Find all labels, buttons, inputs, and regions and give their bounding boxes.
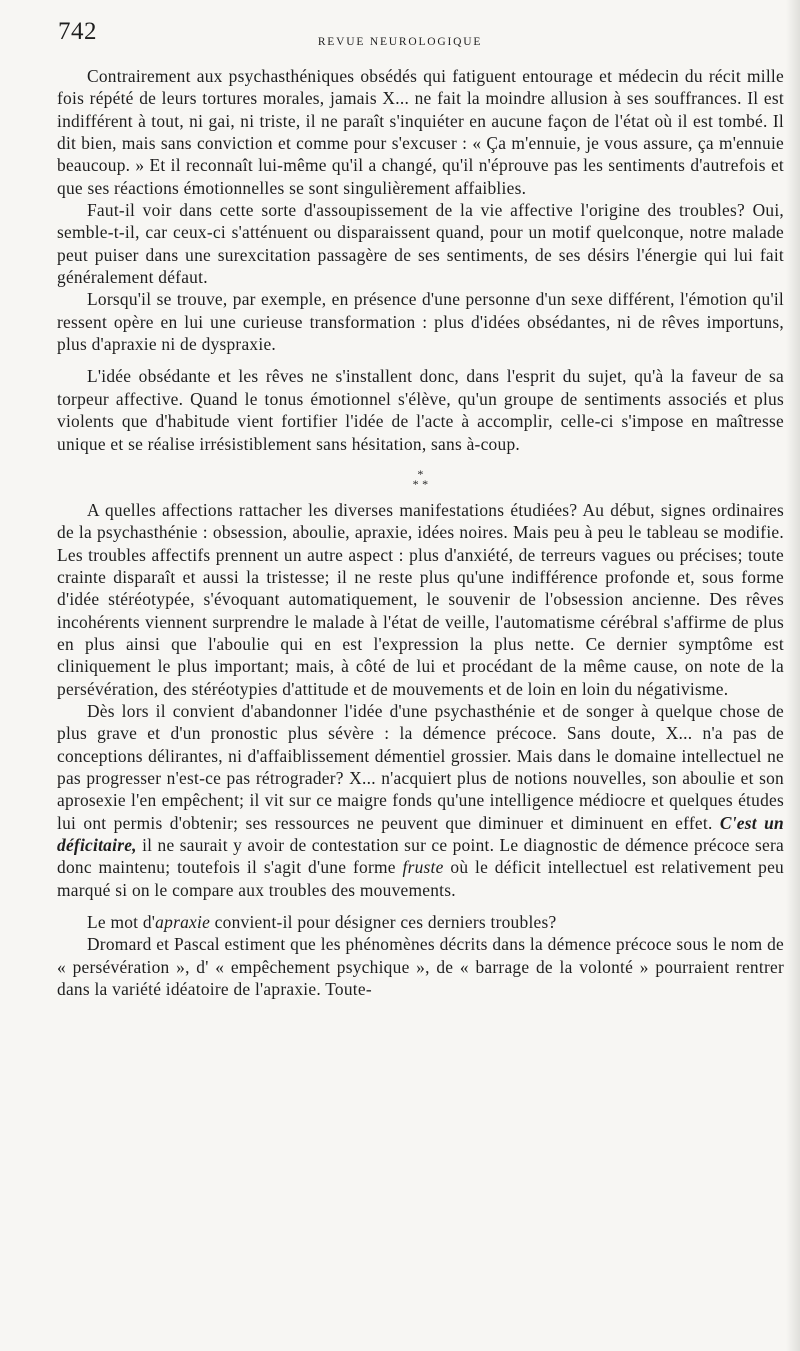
paragraph-text: où le déficit intellectuel est relativement peu marqué si on le compare aux troubles des mouvements. [57,857,785,900]
body-text [57,65,784,1000]
section-asterism [57,466,784,491]
paragraph-text: Dès lors il convient d'abandonner l'idée d'une psychasthénie et de songer à quelque chose de plus grave et d'un pronostic plus sévère : la démence précoce. Sans doute, X... n'a pas de conceptions délirantes, ni d'affaiblissement démentiel grossier. Mais dans le domaine intellectuel ne pas progresser n'est-ce pas rétrograder? X... n'acquiert plus de notions nouvelles, son aboulie et son aprosexie l'en empêchent; il vit sur ce maigre fonds qu'une intelligence médiocre et quelques études lui ont permis d'obtenir; ses ressources ne peuvent que diminuer et diminuent en effet. [57,700,784,833]
emphasis-text: apraxie [155,912,211,933]
paragraph: Contrairement aux psychasthéniques obsédés qui fatiguent entourage et médecin du récit mille fois répété de leurs tortures morales, jamais X... ne fait la moindre allusion à ses souffrances. Il est indifférent à tout, ni gai, ni triste, il ne paraît s'inquiéter en aucune façon de l'état où il est tombé. Il dit bien, mais sans conviction et comme pour s'excuser : « Ça m'ennuie, je vous assure, ça m'ennuie beaucoup. » Et il reconnaît lui-même qu'il a changé, qu'il n'éprouve pas les sentiments d'autrefois et que ses réactions émotionnelles se sont singulièrement affaiblies. [57,66,784,198]
paragraph [57,911,784,933]
paragraph: L'idée obsédante et les rêves ne s'installent donc, dans l'esprit du sujet, qu'à la faveur de sa torpeur affective. Quand le tonus émotionnel s'élève, qu'un groupe de sentiments associés et plus violents que d'habitude vient fortifier l'idée de l'acte à accomplir, celle-ci s'impose en maîtresse unique et se réalise irrésistiblement sans hésitation, sans à-coup. [57,366,784,454]
emphasis-text: C'est un déficitaire, [57,812,784,855]
paragraph [57,700,784,901]
paragraph-text: convient-il pour désigner ces derniers troubles? [214,912,557,933]
paragraph-text: il ne saurait y avoir de contestation sur ce point. Le diagnostic de démence précoce sera donc maintenu; toutefois il s'agit d'une forme [57,835,784,878]
paragraph: Lorsqu'il se trouve, par exemple, en présence d'une personne d'un sexe différent, l'émotion qu'il ressent opère en lui une curieuse transformation : plus d'idées obsédantes, ni de rêves importuns, plus d'apraxie ni de dyspraxie. [57,289,784,355]
asterism-bottom: * * [412,476,429,491]
asterism-top: * [417,466,424,481]
page-number: 742 [58,18,97,45]
paragraph: Dromard et Pascal estiment que les phénomènes décrits dans la démence précoce sous le nom de « persévération », d' « empêchement psychique », de « barrage de la volonté » pourraient rentrer dans la variété idéatoire de l'apraxie. Toute- [57,934,784,1000]
paragraph: Faut-il voir dans cette sorte d'assoupissement de la vie affective l'origine des troubles? Oui, semble-t-il, car ceux-ci s'atténuent ou disparaissent quand, pour un motif quelconque, notre malade peut puiser dans une surexcitation passagère de ses sentiments, de ses désirs l'énergie qui lui fait généralement défaut. [57,200,784,288]
running-head: REVUE NEUROLOGIQUE [317,36,483,48]
scan-edge-shadow [786,0,800,1351]
emphasis-text: fruste [402,857,444,878]
paragraph: A quelles affections rattacher les diverses manifestations étudiées? Au début, signes ordinaires de la psychasthénie : obsession, aboulie, apraxie, idées noires. Mais peu à peu le tableau se modifie. Les troubles affectifs prennent un autre aspect : plus d'anxiété, de terreurs vagues ou précises; toute crainte disparaît et aussi la tristesse; il ne reste plus qu'une indifférence profonde et, sous forme d'idée stéréotypée, s'évoquant automatiquement, le souvenir de l'obsession ancienne. Des rêves incohérents viennent surprendre le malade à l'état de veille, l'automatisme cérébral s'affirme de plus en plus ainsi que l'aboulie qui en est l'expression la plus nette. Ce dernier symptôme est cliniquement le plus important; mais, à côté de lui et procédant de la même cause, on note de la persévération, des stéréotypies d'attitude et de mouvements et de loin en loin du négativisme. [57,499,784,699]
paragraph-text: Le mot d' [87,912,156,933]
